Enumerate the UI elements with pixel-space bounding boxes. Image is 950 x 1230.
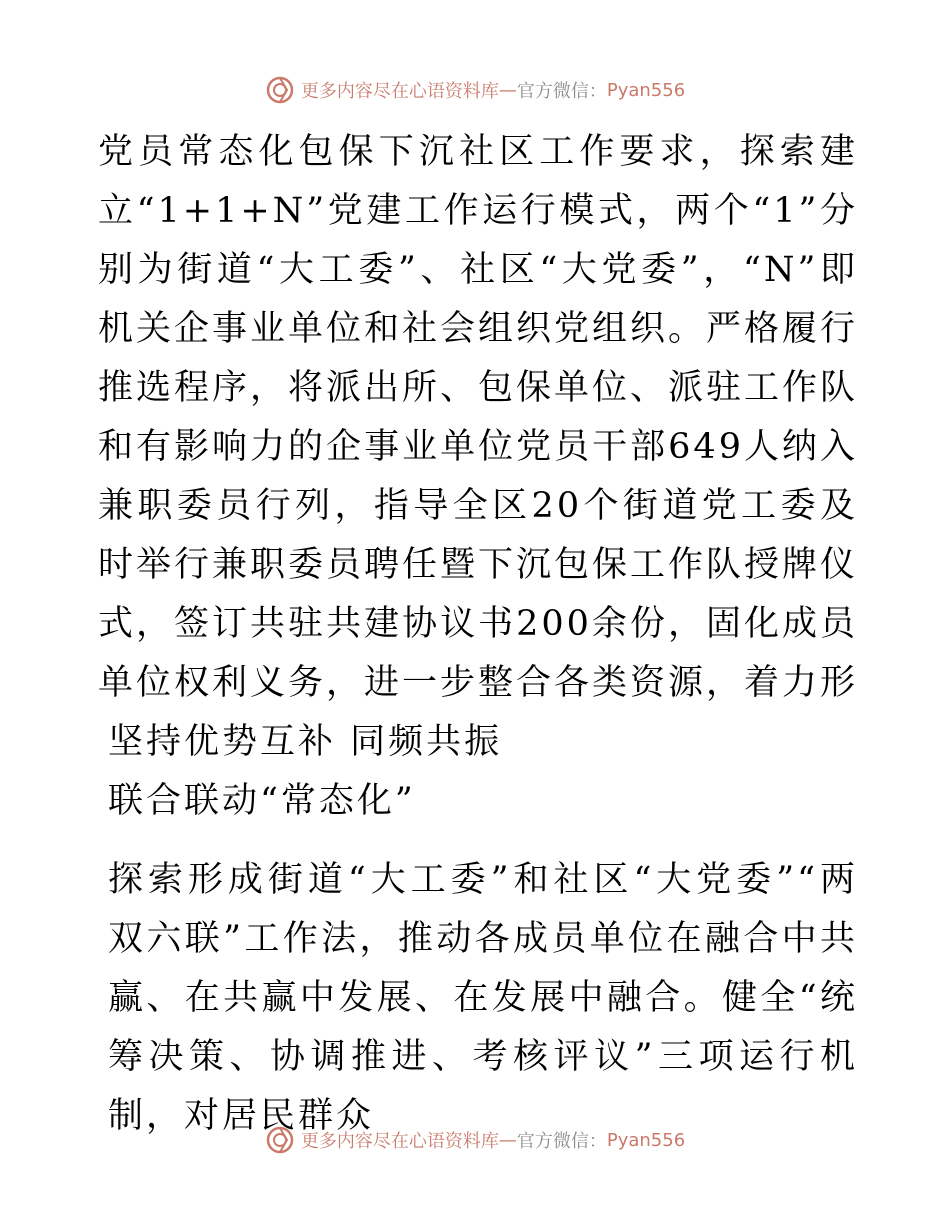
document-body: [98, 123, 858, 1146]
stamp-logo-icon: [265, 1125, 295, 1155]
watermark-separator: —: [498, 1129, 517, 1151]
watermark-wechat-id: Pyan556: [606, 79, 686, 101]
watermark-text: 更多内容尽在心语资料库: [300, 1131, 499, 1152]
watermark-banner-top: [0, 70, 950, 110]
watermark-text: 更多内容尽在心语资料库: [300, 81, 499, 102]
section-heading-1: 坚持优势互补 同频共振: [108, 722, 503, 762]
watermark-wechat-label: 官方微信：: [516, 1131, 607, 1152]
watermark-wechat-label: 官方微信：: [516, 81, 607, 102]
watermark-banner-bottom: [0, 1120, 950, 1160]
stamp-logo-icon: [265, 75, 295, 105]
watermark-separator: —: [498, 79, 517, 101]
body-paragraph-2: 探索形成街道“大工委”和社区“大党委”“两双六联”工作法，推动各成员单位在融合中共赢、在共赢中发展、在发展中融合。健全“统筹决策、协调推进、考核评议”三项运行机制，对居民群众: [108, 860, 858, 1136]
section-heading-2: 联合联动“常态化”: [108, 781, 416, 821]
body-paragraph-1: 党员常态化包保下沉社区工作要求，探索建立“1+1+N”党建工作运行模式，两个“1”分别为街道“大工委”、社区“大党委”，“N”即机关企事业单位和社会组织党组织。严格履行推选程序，将派出所、包保单位、派驻工作队和有影响力的企事业单位党员干部649人纳入兼职委员行列，指导全区20个街道党工委及时举行兼职委员聘任暨下沉包保工作队授牌仪式，签订共驻共建协议书200余份，固化成员单位权利义务，进一步整合各类资源，着力形: [98, 132, 858, 703]
watermark-wechat-id: Pyan556: [606, 1129, 686, 1151]
